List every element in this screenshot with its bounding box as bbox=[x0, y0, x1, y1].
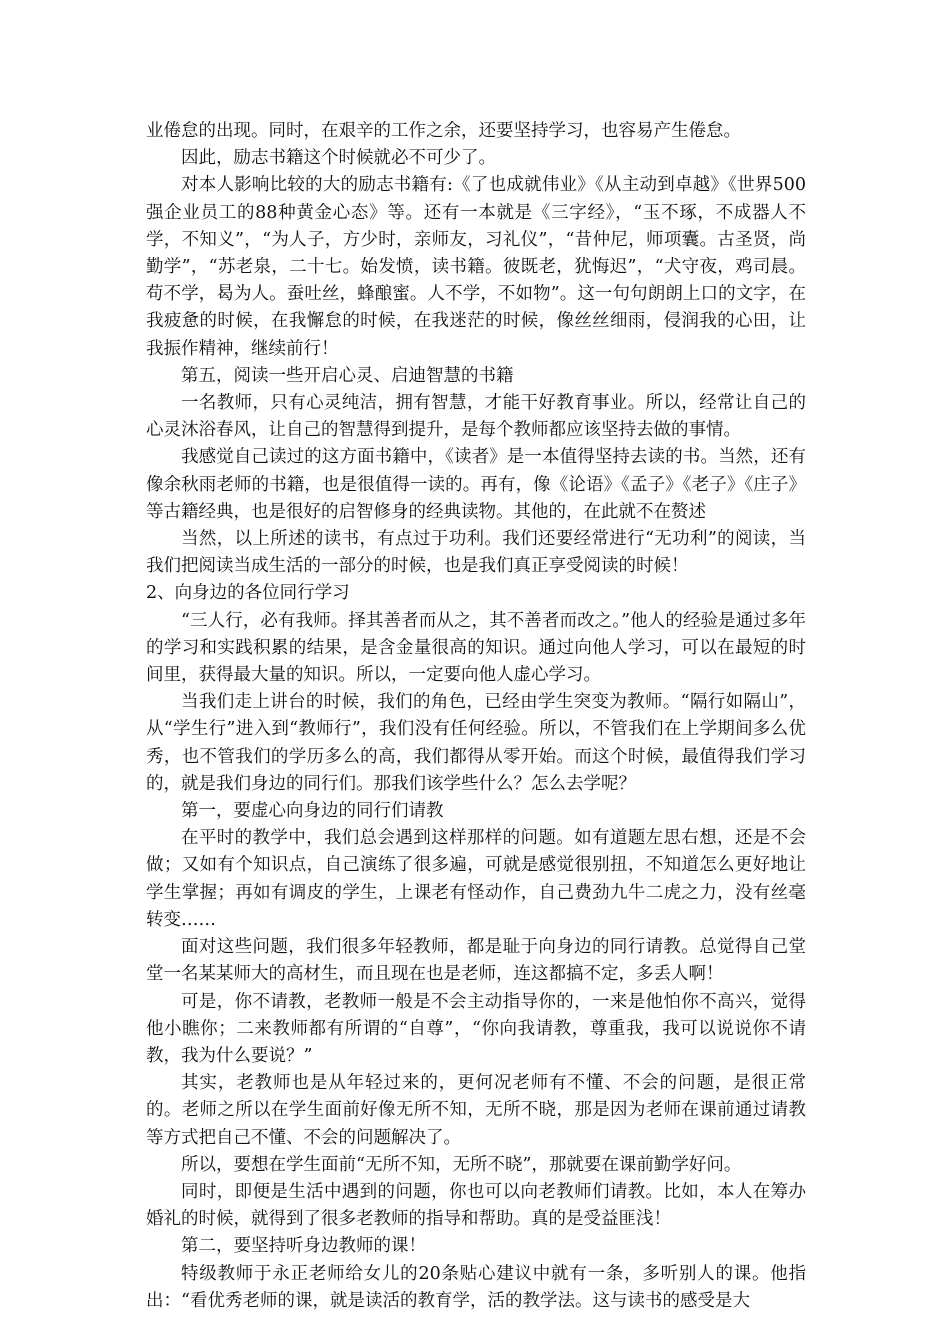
paragraph: 特级教师于永正老师给女儿的20条贴心建议中就有一条，多听别人的课。他指出：“看优秀老师的课，就是读活的教育学，活的教学法。这与读书的感受是大 bbox=[146, 1263, 806, 1311]
paragraph: 因此，励志书籍这个时候就必不可少了。 bbox=[181, 148, 496, 169]
paragraph: 当我们走上讲台的时候，我们的角色，已经由学生突变为教师。“隔行如隔山”，从“学生行”进入到“教师行”，我们没有任何经验。所以，不管我们在上学期间多么优秀，也不管我们的学历多么的高，我们都得从零开始。而这个时候，最值得我们学习的，就是我们身边的同行们。那我们该学些什么？怎么去学呢？ bbox=[146, 692, 806, 794]
paragraph: 一名教师，只有心灵纯洁，拥有智慧，才能干好教育事业。所以，经常让自己的心灵沐浴春风，让自己的智慧得到提升，是每个教师都应该坚持去做的事情。 bbox=[146, 393, 806, 441]
paragraph: 其实，老教师也是从年轻过来的，更何况老师有不懂、不会的问题，是很正常的。老师之所以在学生面前好像无所不知，无所不晓，那是因为老师在课前通过请教等方式把自己不懂、不会的问题解决了。 bbox=[146, 1073, 806, 1148]
section-heading: 第二，要坚持听身边教师的课！ bbox=[181, 1236, 426, 1257]
paragraph: 当然，以上所述的读书，有点过于功利。我们还要经常进行“无功利”的阅读，当我们把阅读当成生活的一部分的时候，也是我们真正享受阅读的时候！ bbox=[146, 529, 806, 577]
paragraph: 可是，你不请教，老教师一般是不会主动指导你的，一来是他怕你不高兴，觉得他小瞧你；二来教师都有所谓的“自尊”，“你向我请教，尊重我，我可以说说你不请教，我为什么要说？” bbox=[146, 991, 806, 1066]
paragraph: “三人行，必有我师。择其善者而从之，其不善者而改之。”他人的经验是通过多年的学习和实践积累的结果，是含金量很高的知识。通过向他人学习，可以在最短的时间里，获得最大量的知识。所以，一定要向他人虚心学习。 bbox=[146, 610, 806, 686]
paragraph: 在平时的教学中，我们总会遇到这样那样的问题。如有道题左思右想，还是不会做；又如有个知识点，自己演练了很多遍，可就是感觉很别扭，不知道怎么更好地让学生掌握；再如有调皮的学生，上课老有怪动作，自己费劲九牛二虎之力，没有丝毫转变…… bbox=[146, 828, 806, 930]
paragraph: 业倦怠的出现。同时，在艰辛的工作之余，还要坚持学习，也容易产生倦怠。 bbox=[146, 121, 741, 141]
document-page bbox=[146, 118, 806, 1315]
paragraph: 所以，要想在学生面前“无所不知，无所不晓”，那就要在课前勤学好问。 bbox=[181, 1154, 742, 1175]
paragraph: 我感觉自己读过的这方面书籍中，《读者》是一本值得坚持去读的书。当然，还有像余秋雨老师的书籍，也是很值得一读的。再有，像《论语》《孟子》《老子》《庄子》等古籍经典，也是很好的启智修身的经典读物。其他的，在此就不在赘述 bbox=[146, 447, 806, 522]
paragraph: 面对这些问题，我们很多年轻教师，都是耻于向身边的同行请教。总觉得自己堂堂一名某某师大的高材生，而且现在也是老师，连这都搞不定，多丢人啊！ bbox=[146, 937, 806, 985]
paragraph: 同时，即便是生活中遇到的问题，你也可以向老教师们请教。比如，本人在筹办婚礼的时候，就得到了很多老教师的指导和帮助。真的是受益匪浅！ bbox=[146, 1181, 806, 1230]
section-heading: 第一，要虚心向身边的同行们请教 bbox=[181, 801, 444, 822]
paragraph: 对本人影响比较的大的励志书籍有:《了也成就伟业》《从主动到卓越》《世界500强企业员工的88种黄金心态》等。还有一本就是《三字经》，“玉不琢，不成器人不学，不知义”，“为人子，方少时，亲师友，习礼仪”，“昔仲尼，师项囊。古圣贤，尚勤学”，“苏老泉，二十七。始发愤，读书籍。彼既老，犹悔迟”，“犬守夜，鸡司晨。苟不学，曷为人。蚕吐丝，蜂酿蜜。人不学，不如物”。这一句句朗朗上口的文字，在我疲惫的时候，在我懈怠的时候，在我迷茫的时候，像丝丝细雨，侵润我的心田，让我振作精神，继续前行！ bbox=[146, 175, 806, 359]
section-heading: 2、向身边的各位同行学习 bbox=[146, 583, 350, 604]
section-heading: 第五，阅读一些开启心灵、启迪智慧的书籍 bbox=[181, 365, 514, 386]
